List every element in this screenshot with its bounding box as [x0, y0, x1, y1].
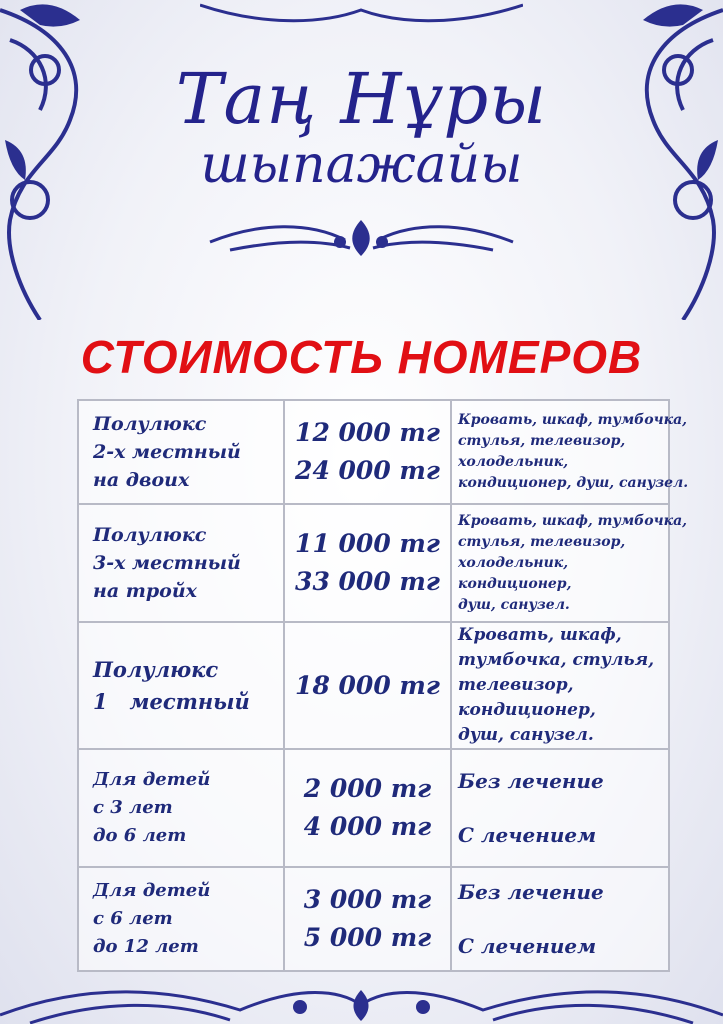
title-line-2: шыпажайы: [200, 135, 523, 195]
room-type-line: Для детей: [93, 769, 211, 790]
room-type-line: с 6 лет: [93, 908, 173, 929]
title-underline-ornament: [200, 212, 523, 262]
room-type-line: с 3 лет: [93, 797, 173, 818]
price-cell: [284, 622, 451, 749]
table-row: [78, 504, 669, 622]
option-with-treatment: С лечением: [458, 823, 597, 847]
amenities-line: телевизор,: [458, 675, 574, 695]
amenities-line: тумбочка, стулья,: [458, 650, 655, 670]
amenities-line: кондиционер, душ, санузел.: [458, 475, 689, 491]
price-cell: [284, 867, 451, 971]
price-value: 24 000 тг: [295, 456, 440, 485]
room-type-line: до 12 лет: [93, 936, 199, 957]
room-type-line: до 6 лет: [93, 825, 187, 846]
table-row: [78, 622, 669, 749]
price-value: 3 000 тг: [303, 885, 432, 914]
amenities-cell: [451, 400, 689, 504]
table-row: [78, 400, 669, 504]
price-value: 2 000 тг: [303, 774, 432, 803]
treatment-options-cell: [451, 749, 669, 867]
room-type-cell: [78, 749, 284, 867]
price-value: 33 000 тг: [295, 567, 440, 596]
top-center-ornament: [200, 0, 523, 30]
amenities-line: Кровать, шкаф, тумбочка,: [458, 412, 688, 428]
room-type-line: 1 местный: [93, 688, 250, 714]
amenities-line: кондиционер,: [458, 700, 596, 720]
price-value: 18 000 тг: [295, 670, 440, 700]
room-type-line: Полулюкс: [93, 413, 207, 435]
treatment-options-cell: [451, 867, 669, 971]
amenities-line: душ, санузел.: [458, 725, 594, 745]
amenities-cell: [451, 504, 688, 622]
price-table: [77, 399, 689, 972]
room-type-line: Полулюкс: [93, 656, 219, 682]
room-type-line: 3-х местный: [93, 552, 241, 574]
amenities-line: Кровать, шкаф, тумбочка,: [458, 512, 688, 529]
amenities-line: холодельник,: [458, 554, 569, 571]
amenities-cell: [451, 622, 669, 749]
room-type-cell: [78, 622, 284, 749]
room-type-cell: [78, 867, 284, 971]
room-type-line: Полулюкс: [93, 524, 207, 546]
amenities-line: холодельник,: [458, 454, 569, 470]
room-type-line: на двоих: [93, 469, 190, 491]
amenities-line: кондиционер,: [458, 575, 572, 592]
price-value: 11 000 тг: [295, 529, 440, 558]
amenities-line: душ, санузел.: [458, 596, 570, 613]
room-type-cell: [78, 504, 284, 622]
option-with-treatment: С лечением: [458, 934, 597, 958]
title-line-1: Таң Нұры: [175, 58, 548, 140]
table-row: [78, 867, 669, 971]
price-cell: [284, 504, 451, 622]
price-cell: [284, 400, 451, 504]
price-value: 12 000 тг: [295, 418, 440, 447]
sanatorium-title: [0, 60, 723, 194]
price-cell: [284, 749, 451, 867]
room-type-line: на тройх: [93, 580, 197, 602]
price-value: 4 000 тг: [303, 812, 432, 841]
amenities-line: стулья, телевизор,: [458, 433, 626, 449]
room-type-line: 2-х местный: [93, 441, 241, 463]
amenities-line: стулья, телевизор,: [458, 533, 626, 550]
room-type-line: Для детей: [93, 880, 211, 901]
room-prices-heading: СТОИМОСТЬ НОМЕРОВ: [80, 331, 643, 383]
amenities-line: Кровать, шкаф,: [458, 625, 622, 645]
option-without-treatment: Без лечение: [458, 880, 604, 904]
room-type-cell: [78, 400, 284, 504]
table-row: [78, 749, 669, 867]
price-value: 5 000 тг: [303, 923, 432, 952]
option-without-treatment: Без лечение: [458, 769, 604, 793]
bottom-border-ornament: [0, 975, 723, 1024]
